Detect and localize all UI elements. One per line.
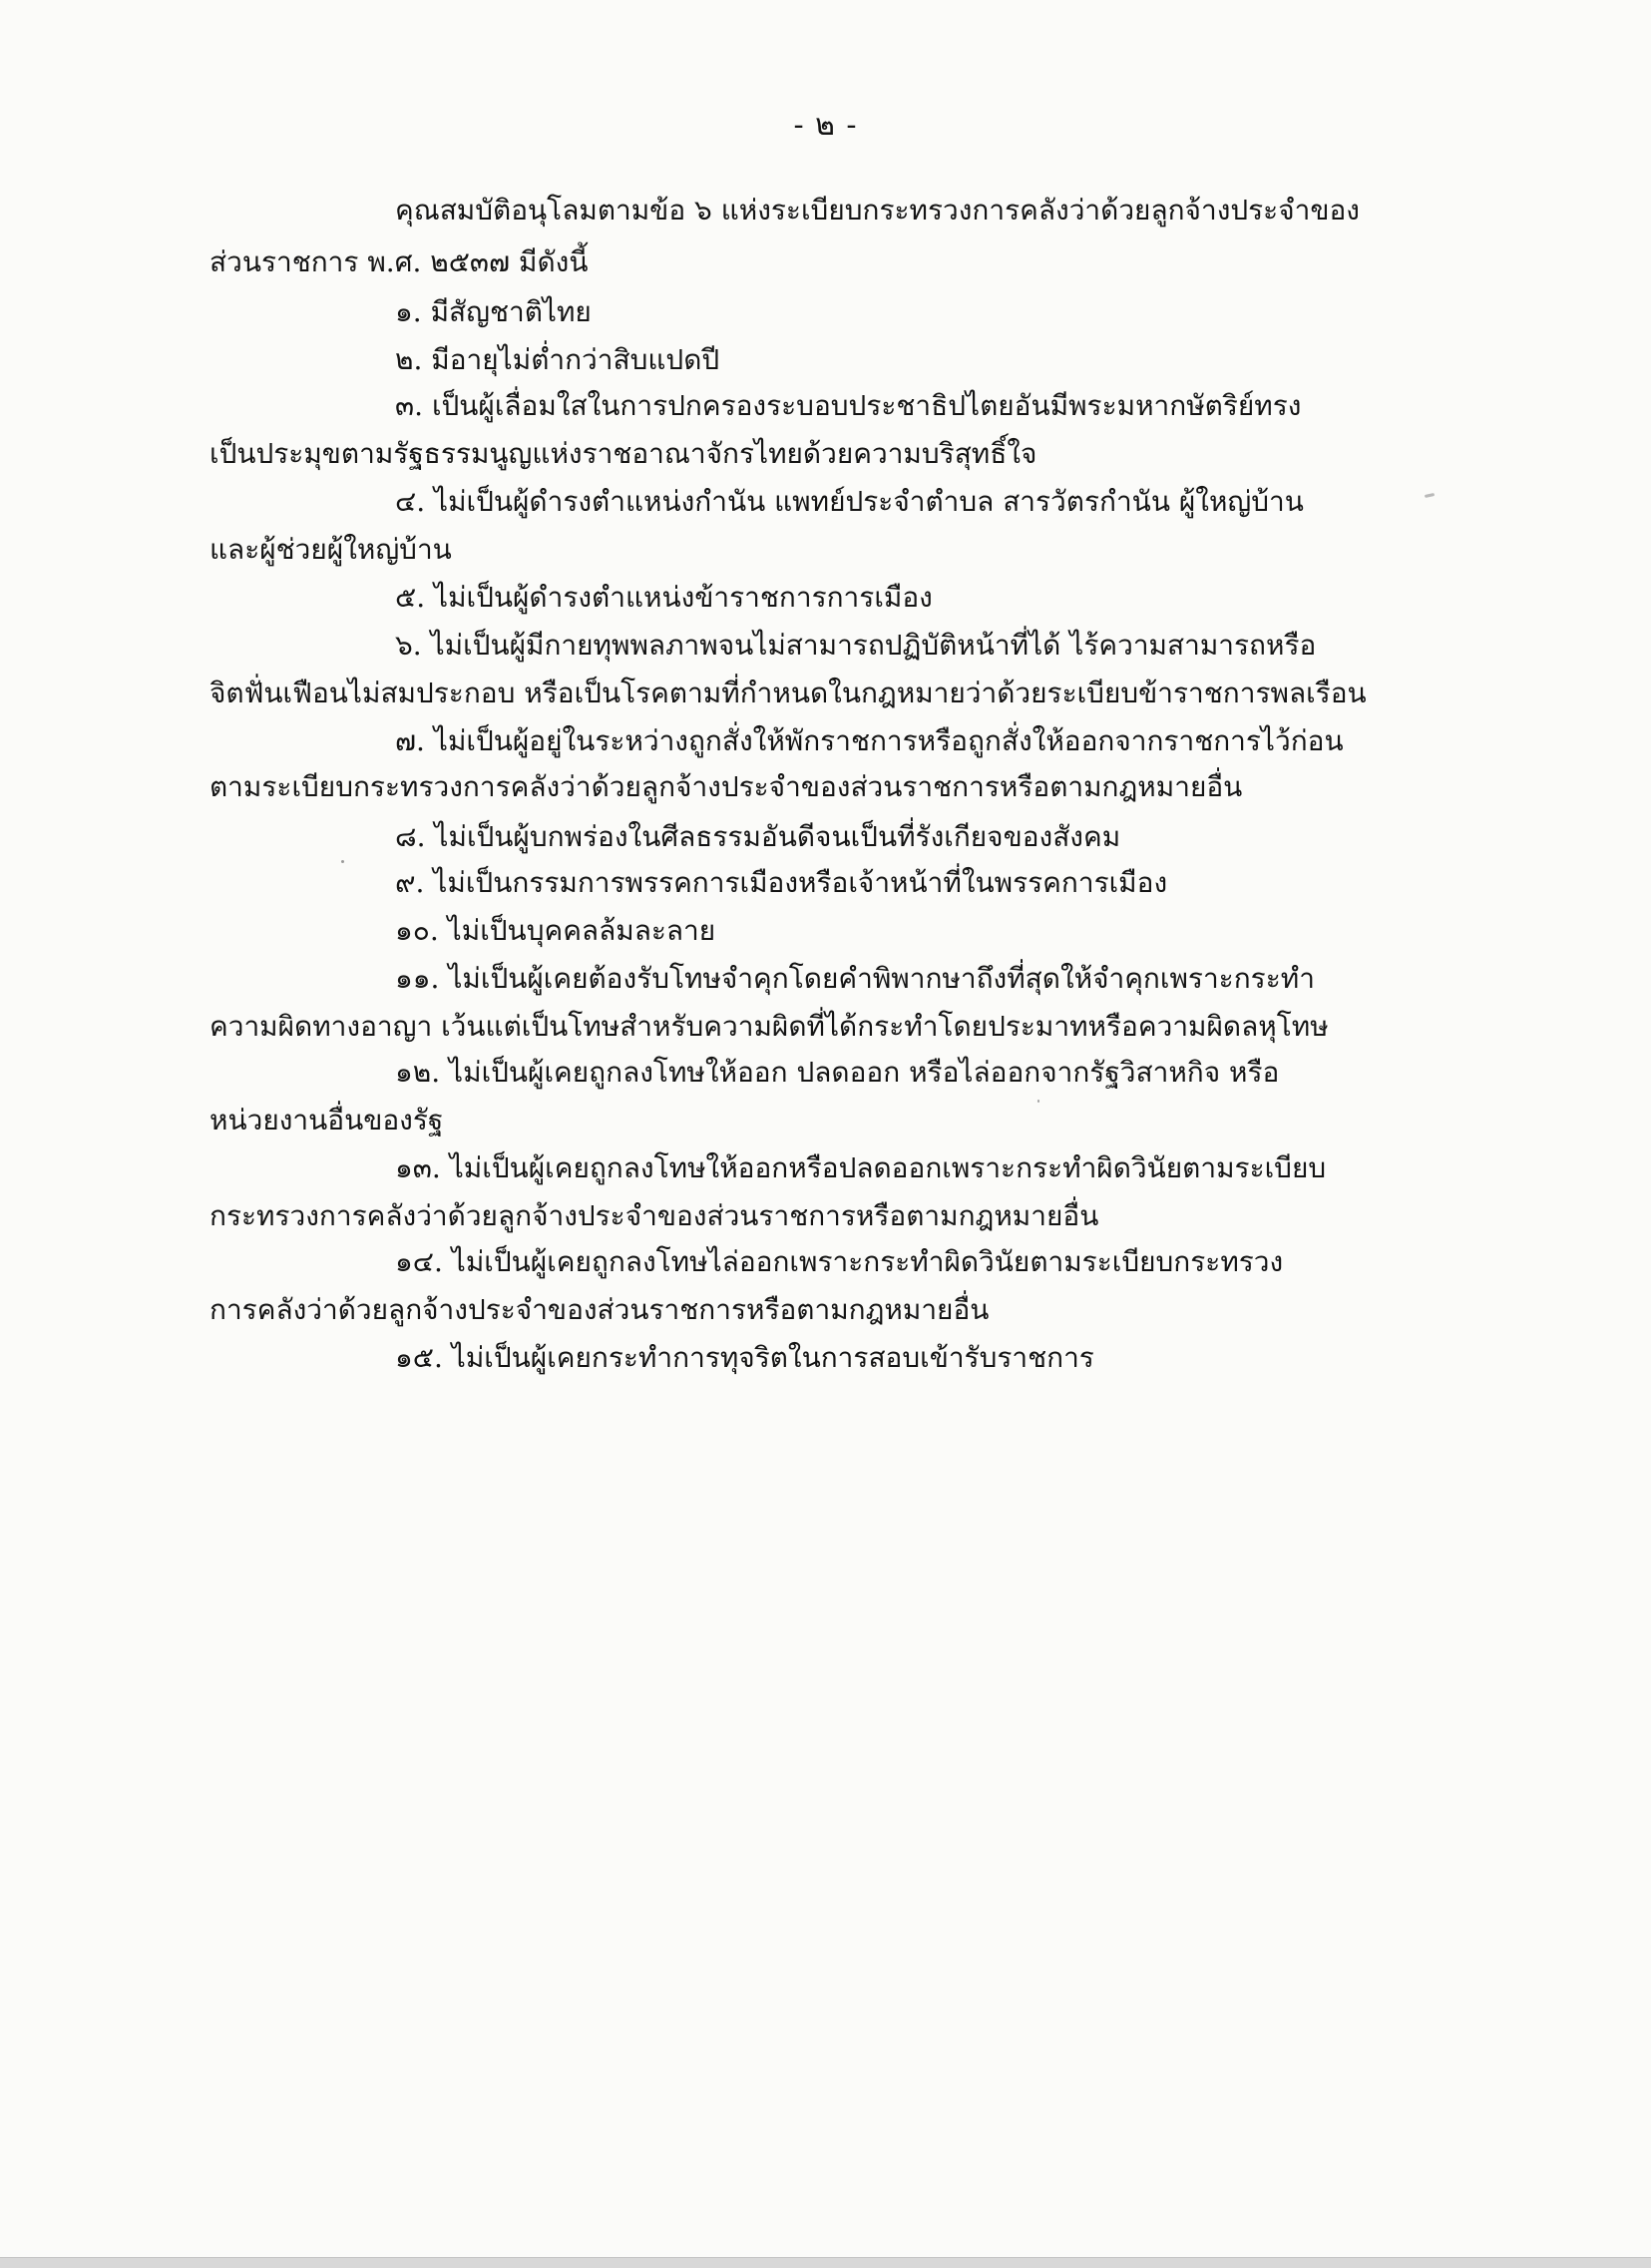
list-item: ๑๔. ไม่เป็นผู้เคยถูกลงโทษไล่ออกเพราะกระทำผิดวินัยตามระเบียบกระทรวง — [395, 1245, 1284, 1278]
list-item: ๑๐. ไม่เป็นบุคคลล้มละลาย — [395, 914, 716, 947]
scan-bottom-edge — [0, 2257, 1651, 2268]
list-item: ๑๒. ไม่เป็นผู้เคยถูกลงโทษให้ออก ปลดออก หรือไล่ออกจากรัฐวิสาหกิจ หรือ — [395, 1056, 1280, 1089]
list-item-continuation: กระทรวงการคลังว่าด้วยลูกจ้างประจำของส่วนราชการหรือตามกฎหมายอื่น — [209, 1199, 1099, 1232]
list-item: ๑. มีสัญชาติไทย — [395, 295, 592, 328]
list-item: ๖. ไม่เป็นผู้มีกายทุพพลภาพจนไม่สามารถปฏิบัติหน้าที่ได้ ไร้ความสามารถหรือ — [395, 629, 1317, 662]
list-item-continuation: และผู้ช่วยผู้ใหญ่บ้าน — [209, 533, 452, 566]
body-line: ส่วนราชการ พ.ศ. ๒๕๓๗ มีดังนี้ — [209, 245, 589, 278]
page-number: - ๒ - — [793, 108, 858, 143]
list-item: ๑๕. ไม่เป็นผู้เคยกระทำการทุจริตในการสอบเข้ารับราชการ — [395, 1341, 1094, 1374]
list-item: ๔. ไม่เป็นผู้ดำรงตำแหน่งกำนัน แพทย์ประจำตำบล สารวัตรกำนัน ผู้ใหญ่บ้าน — [395, 485, 1304, 518]
list-item-continuation: เป็นประมุขตามรัฐธรรมนูญแห่งราชอาณาจักรไทยด้วยความบริสุทธิ์ใจ — [209, 437, 1037, 470]
list-item: ๕. ไม่เป็นผู้ดำรงตำแหน่งข้าราชการการเมือง — [395, 581, 933, 614]
list-item: ๑๑. ไม่เป็นผู้เคยต้องรับโทษจำคุกโดยคำพิพากษาถึงที่สุดให้จำคุกเพราะกระทำ — [395, 962, 1315, 995]
list-item-continuation: ตามระเบียบกระทรวงการคลังว่าด้วยลูกจ้างประจำของส่วนราชการหรือตามกฎหมายอื่น — [209, 770, 1243, 803]
list-item-continuation: ความผิดทางอาญา เว้นแต่เป็นโทษสำหรับความผิดที่ได้กระทำโดยประมาทหรือความผิดลหุโทษ — [209, 1010, 1329, 1043]
list-item-continuation: จิตฟั่นเฟือนไม่สมประกอบ หรือเป็นโรคตามที่กำหนดในกฎหมายว่าด้วยระเบียบข้าราชการพลเรือน — [209, 677, 1367, 709]
list-item: ๘. ไม่เป็นผู้บกพร่องในศีลธรรมอันดีจนเป็นที่รังเกียจของสังคม — [395, 820, 1121, 853]
scan-speck — [1037, 1100, 1039, 1103]
body-line: คุณสมบัติอนุโลมตามข้อ ๖ แห่งระเบียบกระทรวงการคลังว่าด้วยลูกจ้างประจำของ — [395, 194, 1360, 227]
list-item-continuation: หน่วยงานอื่นของรัฐ — [209, 1104, 444, 1136]
list-item-continuation: การคลังว่าด้วยลูกจ้างประจำของส่วนราชการหรือตามกฎหมายอื่น — [209, 1293, 990, 1326]
scan-speck — [341, 860, 344, 863]
list-item: ๗. ไม่เป็นผู้อยู่ในระหว่างถูกสั่งให้พักราชการหรือถูกสั่งให้ออกจากราชการไว้ก่อน — [395, 724, 1344, 757]
list-item: ๒. มีอายุไม่ต่ำกว่าสิบแปดปี — [395, 343, 720, 376]
list-item: ๙. ไม่เป็นกรรมการพรรคการเมืองหรือเจ้าหน้าที่ในพรรคการเมือง — [395, 866, 1168, 899]
list-item: ๓. เป็นผู้เลื่อมใสในการปกครองระบอบประชาธิปไตยอันมีพระมหากษัตริย์ทรง — [395, 389, 1302, 422]
list-item: ๑๓. ไม่เป็นผู้เคยถูกลงโทษให้ออกหรือปลดออกเพราะกระทำผิดวินัยตามระเบียบ — [395, 1151, 1327, 1184]
